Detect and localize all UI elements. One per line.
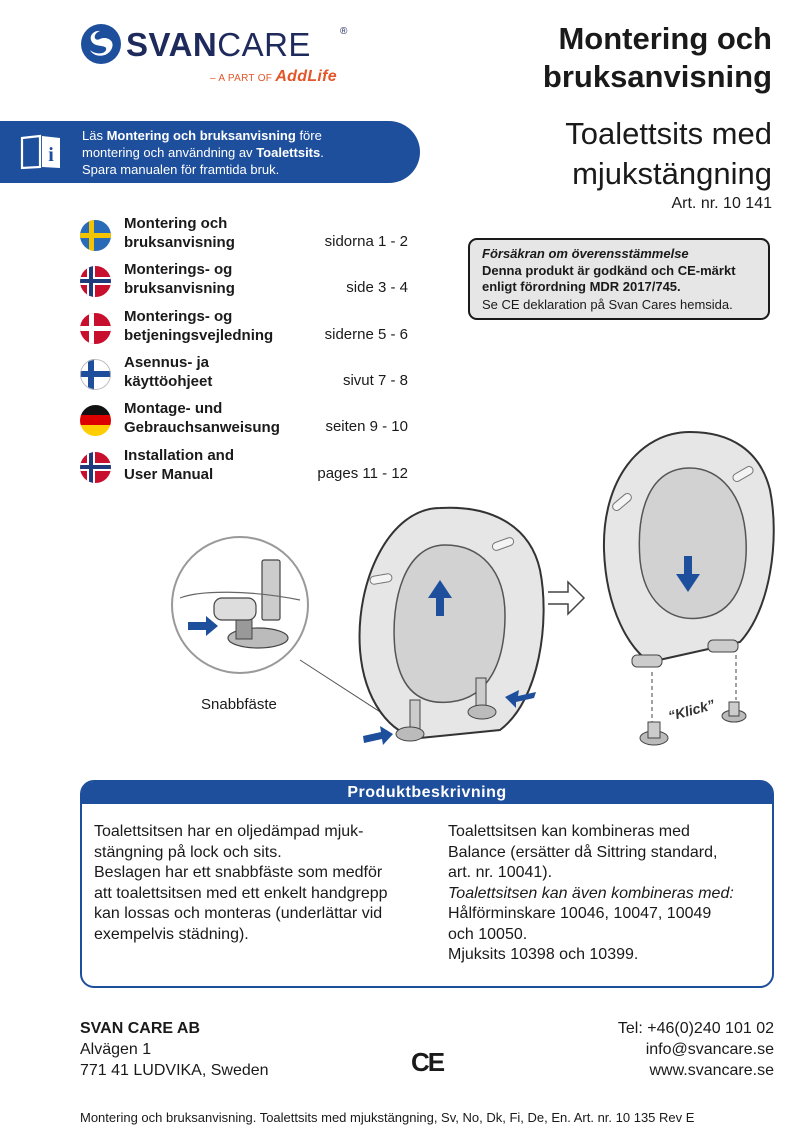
read-manual-banner	[0, 121, 420, 183]
banner-text: Läs Montering och bruksanvisning före montering och användning av Toalettsits. Spara manualen för framtida bruk.	[82, 128, 324, 177]
svancare-logo	[80, 18, 360, 88]
quick-release-label: Snabbfäste	[201, 696, 277, 713]
page-range: sivut 7 - 8	[342, 372, 408, 389]
language-item-no: Monterings- og bruksanvisning side 3 - 4	[80, 260, 408, 304]
finland-flag-icon	[80, 359, 111, 390]
language-item-de: Montage- und Gebrauchsanweisung seiten 9 - 10	[80, 399, 408, 443]
denmark-flag-icon	[80, 313, 111, 344]
norway-flag-icon	[80, 452, 111, 483]
norway-flag-icon	[80, 266, 111, 297]
language-item-en: Installation and User Manual pages 11 - 12	[80, 446, 408, 490]
seat-open-lid	[360, 508, 544, 745]
language-item-sv: Montering och bruksanvisning sidorna 1 - 2	[80, 214, 408, 258]
company-address: SVAN CARE AB Alvägen 1 771 41 LUDVIKA, Sweden	[80, 1020, 269, 1079]
swan-logo-icon	[80, 22, 122, 66]
page-range: pages 11 - 12	[317, 465, 408, 482]
document-title: Montering och bruksanvisning	[542, 21, 772, 94]
conformity-box	[468, 238, 770, 320]
website-link[interactable]: www.svancare.se	[649, 1062, 774, 1079]
svg-text:i: i	[48, 144, 54, 166]
article-number: Art. nr. 10 141	[671, 195, 772, 212]
product-description-left: Toalettsitsen har en oljedämpad mjuk- stängning på lock och sits. Beslagen har ett snabbfäste som medför att toalettsitsen med ett enkelt handgrepp kan lossas och monteras (underlättar vid exempelvis städning).	[94, 823, 388, 943]
toilet-seat-illustration	[160, 430, 780, 770]
page-range: sidorna 1 - 2	[324, 233, 408, 250]
sweden-flag-icon	[80, 220, 111, 251]
part-of-addlife: – A PART OF AddLife	[210, 68, 337, 85]
product-description	[80, 780, 774, 988]
conformity-note: Se CE deklaration på Svan Cares hemsida.	[482, 297, 733, 312]
conformity-text: Denna produkt är godkänd och CE-märkt enligt förordning MDR 2017/745.	[482, 263, 736, 294]
page-range: siderne 5 - 6	[324, 326, 408, 343]
next-step-arrow-icon	[548, 582, 584, 614]
language-item-fi: Asennus- ja käyttöohjeet sivut 7 - 8	[80, 353, 408, 397]
email-link[interactable]: info@svancare.se	[645, 1041, 774, 1058]
click-label: “Klick”	[666, 696, 717, 724]
info-book-icon	[20, 134, 62, 170]
conformity-heading: Försäkran om överensstämmelse	[482, 246, 689, 261]
product-title: Toalettsits med mjukstängning	[565, 116, 772, 191]
document-reference: Montering och bruksanvisning. Toalettsits med mjukstängning, Sv, No, Dk, Fi, De, En. Art. nr. 10 135 Rev E	[80, 1110, 695, 1125]
company-contact	[618, 1018, 774, 1081]
seat-closed-lid	[604, 432, 774, 745]
language-item-dk: Monterings- og betjeningsvejledning siderne 5 - 6	[80, 307, 408, 351]
ce-mark: CE	[411, 1047, 444, 1077]
brand-name: SVANCARE	[126, 26, 311, 63]
phone: Tel: +46(0)240 101 02	[617, 1020, 774, 1037]
page-range: seiten 9 - 10	[325, 418, 408, 435]
page-range: side 3 - 4	[346, 279, 408, 296]
product-description-heading: Produktbeskrivning	[82, 782, 772, 804]
product-description-right: Toalettsitsen kan kombineras med Balance (ersätter då Sittring standard, art. nr. 10041). Toalettsitsen kan även kombineras med: Hålförminskare 10046, 10047, 10049 och 10050. Mjuksits 10398 och 10399.	[448, 823, 734, 963]
germany-flag-icon	[80, 405, 111, 436]
quick-release-detail	[172, 537, 308, 673]
registered-mark: ®	[340, 26, 348, 37]
